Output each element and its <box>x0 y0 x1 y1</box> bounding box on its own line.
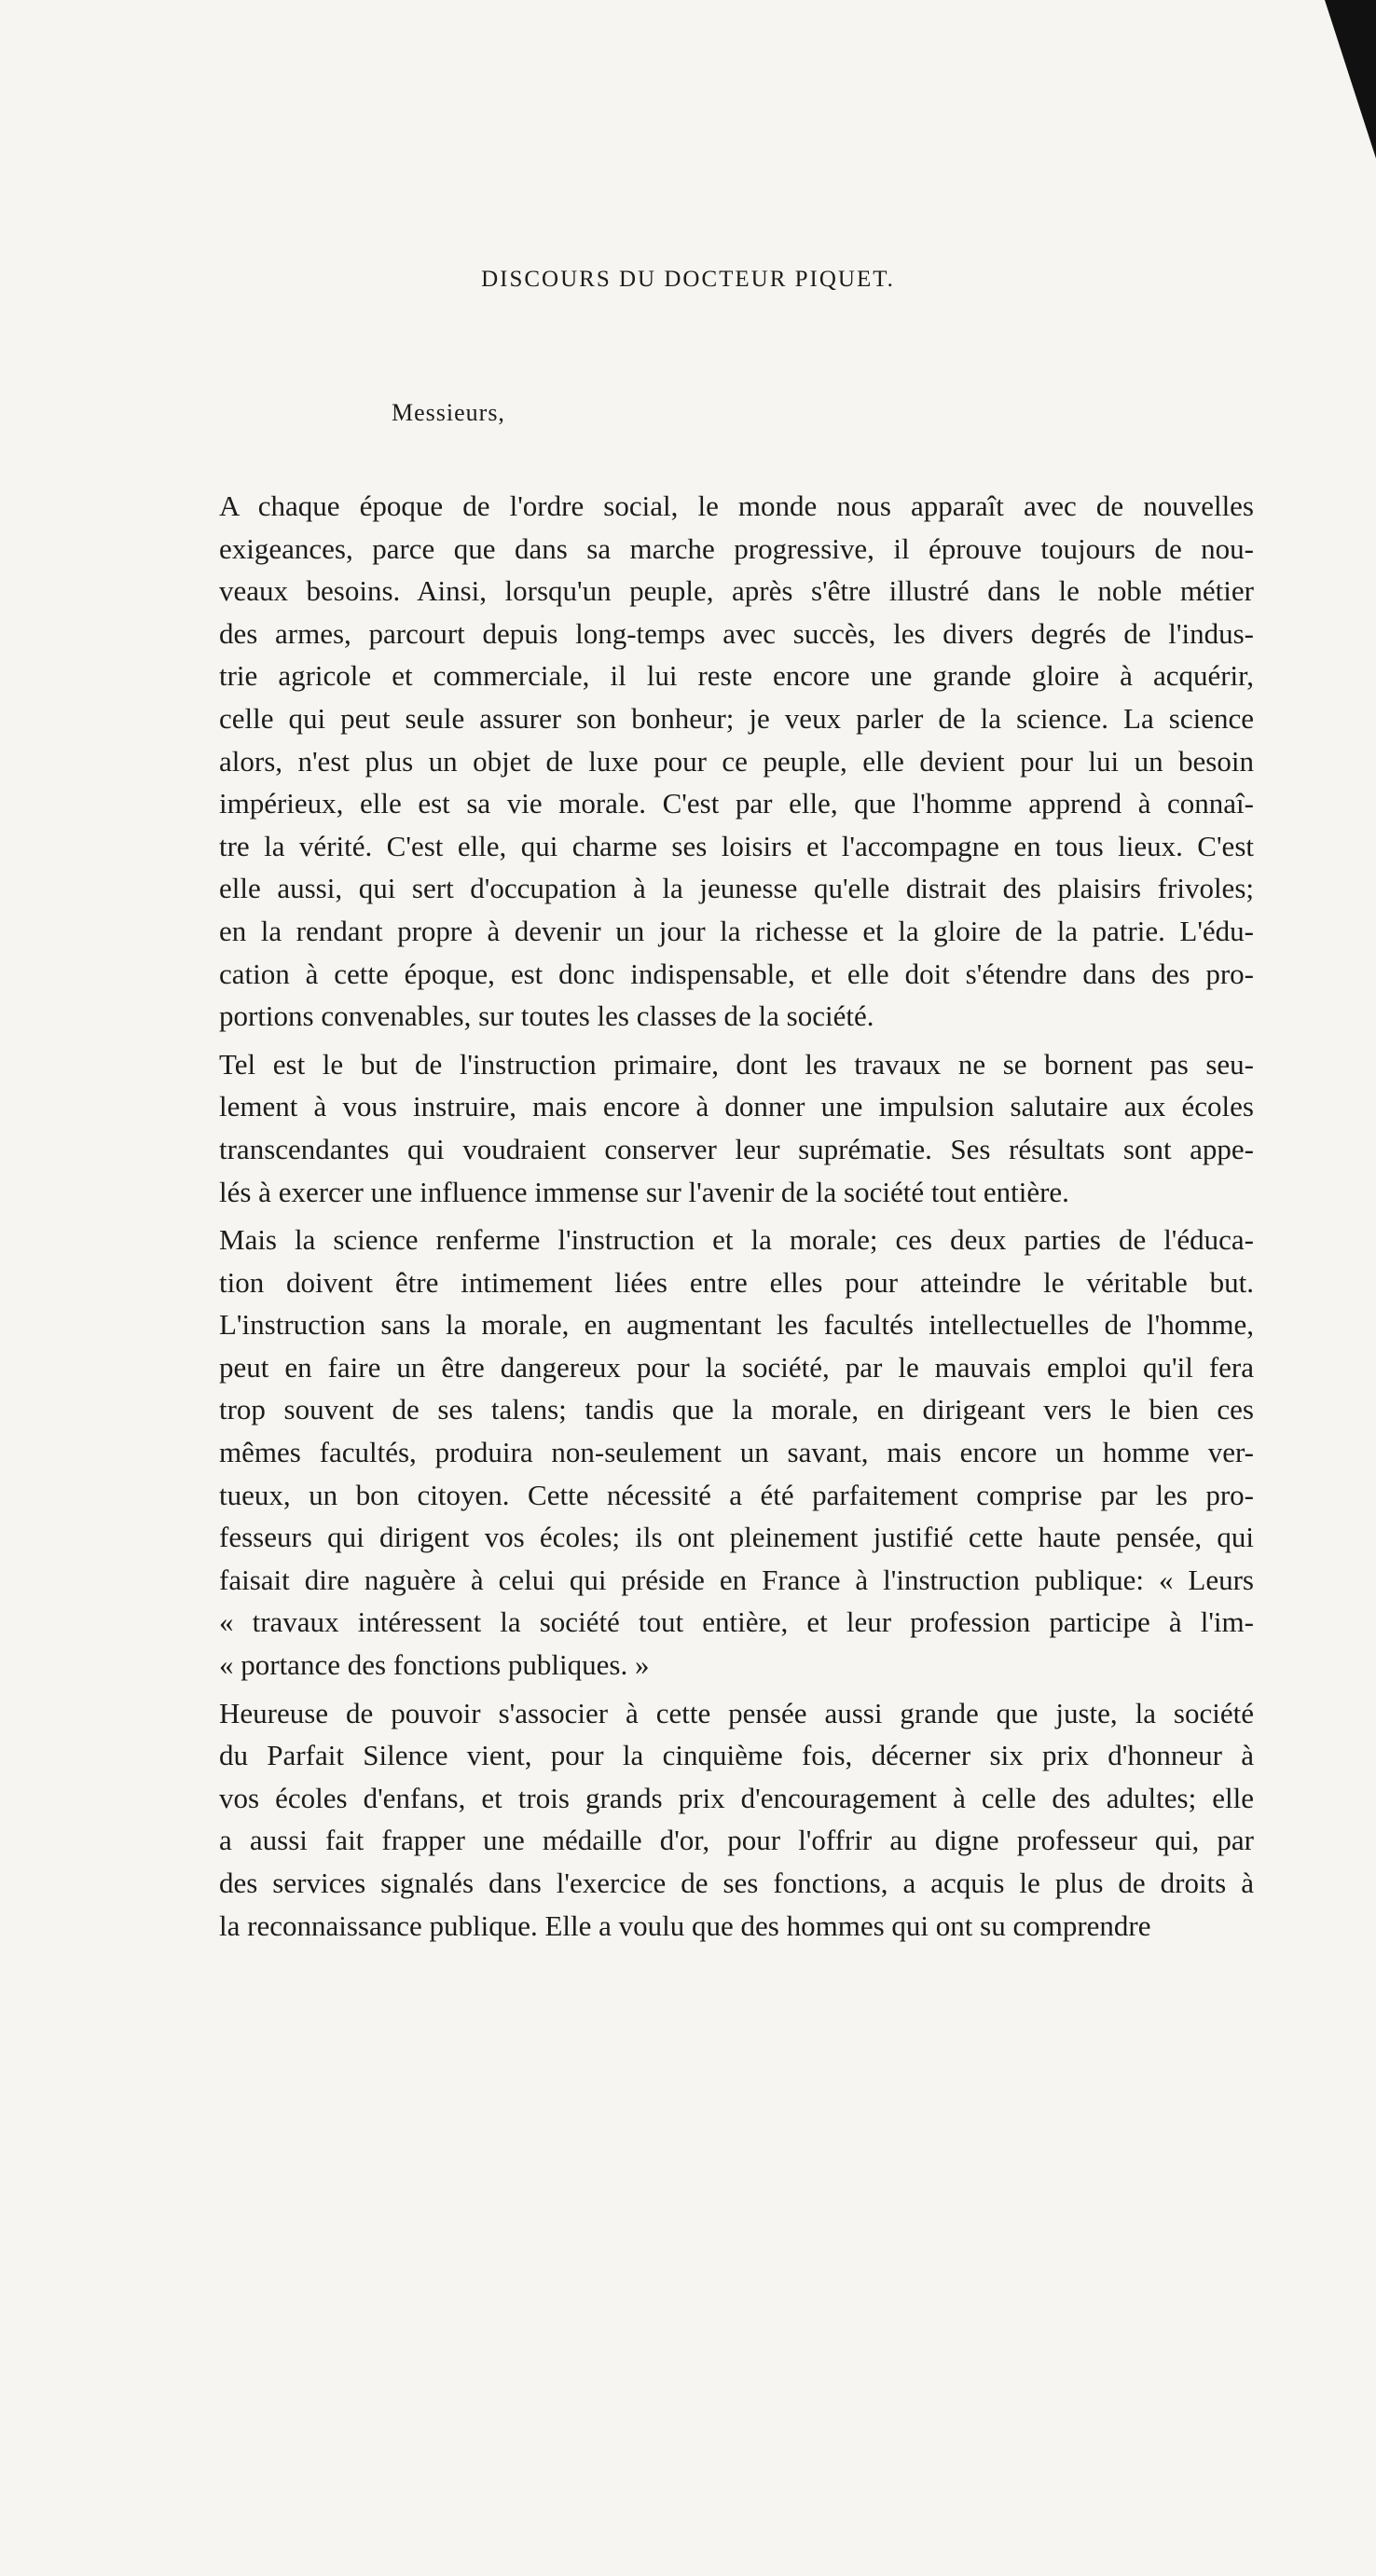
text-line: A chaque époque de l'ordre social, le monde nous apparaît avec de nouvelles <box>219 489 1254 522</box>
paragraph <box>191 1692 1254 1948</box>
text-line: fesseurs qui dirigent vos écoles; ils ont pleinement justifié cette haute pensée, qui <box>219 1521 1254 1554</box>
text-line: veaux besoins. Ainsi, lorsqu'un peuple, après s'être illustré dans le noble métier <box>219 574 1254 608</box>
text-line: cation à cette époque, est donc indispensable, et elle doit s'étendre dans des pro- <box>219 957 1254 990</box>
text-line: celle qui peut seule assurer son bonheur; je veux parler de la science. La science <box>219 701 1254 735</box>
text-line: lement à vous instruire, mais encore à donner une impulsion salutaire aux écoles <box>219 1090 1254 1123</box>
page-title: DISCOURS DU DOCTEUR PIQUET. <box>481 267 895 292</box>
text-line: en la rendant propre à devenir un jour la richesse et la gloire de la patrie. L'édu- <box>219 914 1254 947</box>
paragraph <box>191 1043 1254 1213</box>
text-line: Heureuse de pouvoir s'associer à cette pensée aussi grande que juste, la société <box>219 1696 1254 1729</box>
text-line: a aussi fait frapper une médaille d'or, pour l'offrir au digne professeur qui, par <box>219 1824 1254 1857</box>
text-line: des armes, parcourt depuis long-temps avec succès, les divers degrés de l'indus- <box>219 616 1254 650</box>
paragraph <box>191 1219 1254 1687</box>
text-line: « travaux intéressent la société tout entière, et leur profession participe à l'im- <box>219 1605 1254 1639</box>
text-line: Tel est le but de l'instruction primaire, dont les travaux ne se bornent pas seu- <box>219 1047 1254 1081</box>
body-text <box>191 485 1254 1952</box>
salutation: Messieurs, <box>392 399 505 426</box>
text-line: peut en faire un être dangereux pour la société, par le mauvais emploi qu'il fera <box>219 1350 1254 1384</box>
text-line: du Parfait Silence vient, pour la cinquième fois, décerner six prix d'honneur à <box>219 1739 1254 1772</box>
page-corner-mark <box>1325 0 1376 158</box>
text-line: tre la vérité. C'est elle, qui charme ses loisirs et l'accompagne en tous lieux. C'est <box>219 829 1254 862</box>
text-line: trie agricole et commerciale, il lui reste encore une grande gloire à acquérir, <box>219 659 1254 693</box>
text-line: elle aussi, qui sert d'occupation à la jeunesse qu'elle distrait des plaisirs frivoles; <box>219 872 1254 905</box>
text-line: tueux, un bon citoyen. Cette nécessité a été parfaitement comprise par les pro- <box>219 1478 1254 1511</box>
text-line: alors, n'est plus un objet de luxe pour ce peuple, elle devient pour lui un besoin <box>219 744 1254 778</box>
text-line: faisait dire naguère à celui qui préside en France à l'instruction publique: « Leurs <box>219 1563 1254 1596</box>
text-line: la reconnaissance publique. Elle a voulu que des hommes qui ont su comprendre <box>219 1908 1151 1942</box>
paragraph <box>191 485 1254 1038</box>
text-line: exigeances, parce que dans sa marche progressive, il éprouve toujours de nou- <box>219 531 1254 565</box>
text-line: mêmes facultés, produira non-seulement un savant, mais encore un homme ver- <box>219 1436 1254 1469</box>
text-line: portions convenables, sur toutes les classes de la société. <box>219 999 874 1033</box>
text-line: vos écoles d'enfans, et trois grands prix d'encouragement à celle des adultes; elle <box>219 1781 1254 1814</box>
text-line: transcendantes qui voudraient conserver leur suprématie. Ses résultats sont appe- <box>219 1132 1254 1165</box>
text-line: trop souvent de ses talens; tandis que la morale, en dirigeant vers le bien ces <box>219 1393 1254 1426</box>
text-line: « portance des fonctions publiques. » <box>219 1648 650 1682</box>
text-line: lés à exercer une influence immense sur l'avenir de la société tout entière. <box>219 1175 1069 1208</box>
text-line: tion doivent être intimement liées entre elles pour atteindre le véritable but. <box>219 1265 1254 1299</box>
text-line: L'instruction sans la morale, en augmentant les facultés intellectuelles de l'homme, <box>219 1308 1254 1342</box>
text-line: des services signalés dans l'exercice de ses fonctions, a acquis le plus de droits à <box>219 1867 1254 1899</box>
text-line: Mais la science renferme l'instruction et la morale; ces deux parties de l'éduca- <box>219 1223 1254 1257</box>
text-line: impérieux, elle est sa vie morale. C'est par elle, que l'homme apprend à connaî- <box>219 787 1254 820</box>
